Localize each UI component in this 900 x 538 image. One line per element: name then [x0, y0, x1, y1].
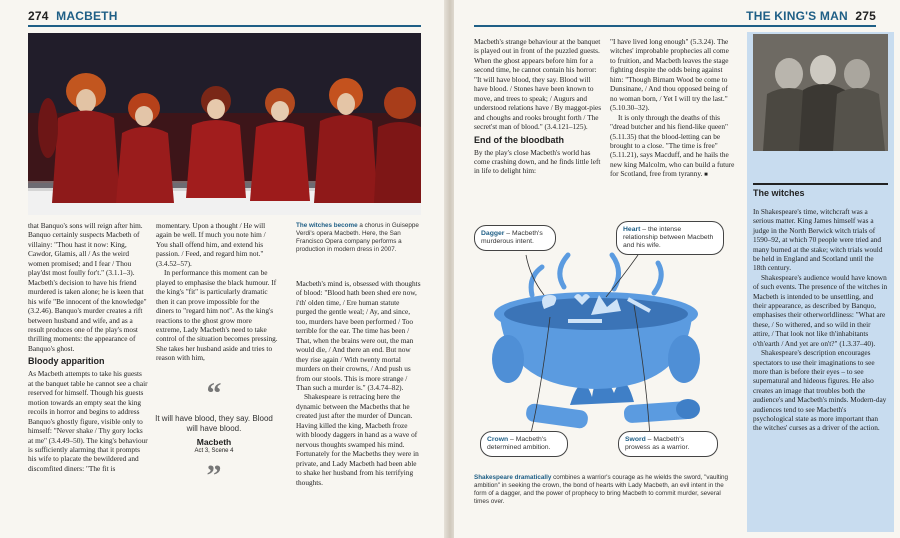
left-column-3: [296, 279, 421, 487]
right-column-a: [474, 37, 602, 176]
label-dagger: [474, 225, 556, 251]
label-crown-text: – Macbeth's determined ambition.: [487, 436, 551, 452]
left-running-title: MACBETH: [56, 9, 118, 23]
photo-caption: [296, 222, 421, 254]
label-dagger-text: – Macbeth's murderous intent.: [481, 230, 543, 246]
sidebar-title: The witches: [753, 183, 888, 198]
witches-sidebar-photo: [753, 34, 888, 151]
left-column-2: [156, 221, 278, 363]
col3-paragraph-2: Shakespeare is retracing here the dynamic between the Macbeths that he created just after the murder of Duncan. Having killed the king, Macbeth froze with bloody daggers in hand as a wave of nervous thoughts swamped his mind. Fortunately for the Macbeths they were in private, and Lady Macbeth had been able to shake her husband from his terrifying thoughts.: [296, 392, 419, 487]
label-dagger-title: Dagger: [481, 230, 505, 237]
label-crown: [480, 431, 568, 457]
label-sword-text: – Macbeth's prowess as a warrior.: [625, 436, 690, 452]
label-sword-title: Sword: [625, 436, 646, 443]
label-heart-text: – the intense relationship between Macbeth and his wife.: [623, 226, 714, 250]
photo-caption-lead: The witches become: [296, 222, 358, 229]
sidebar-paragraph-1: In Shakespeare's time, witchcraft was a serious matter. King James himself was a judge in the North Berwick witch trials of 1590–92, at which 70 people were tried and many burned at the stake; witch trials would be held in England and Scotland until the 18th century.: [753, 207, 883, 273]
label-heart-title: Heart: [623, 226, 641, 233]
diagram-caption-body: combines a warrior's courage as he wields the sword, "vaulting ambition" in seeking the crown, the bond of hearts with Lady Macbeth, an evil intent in the form of a dagger, and the power of prophecy to bring Macbeth to commit murder, several times over.: [474, 474, 729, 506]
right-page-number: 275: [855, 9, 876, 23]
left-page: [0, 0, 446, 538]
sidebar-paragraph-2: Shakespeare's audience would have known of such events. The presence of the witches in Macbeth is intended to be unsettling, and their appearance, as described by Banquo, emphasises their otherworldliness: "What are these, / So withered, and so wild in their attire, / That look not like th'inhabitants o'th'earth / And yet are on't?" (1.3.37–40).: [753, 272, 888, 348]
colB-paragraph-2: [610, 113, 736, 181]
pull-quote-author: Macbeth: [196, 437, 232, 447]
right-column-b: [610, 37, 736, 181]
left-header-rule: [28, 25, 421, 27]
close-quote-mark: ”: [206, 459, 222, 492]
opera-witches-photo: [28, 33, 421, 215]
left-running-head: [28, 9, 118, 23]
col2-paragraph-2: In performance this moment can be played to emphasise the black humour. If the king's "fit" is particularly dramatic then it can prove impossible for the diners to "regard him not". As the king's reactions to the ghost grow more extreme, Lady Macbeth's need to take control of the situation becomes pressing. She takes her husband aside and tries to reason with him,: [156, 268, 278, 363]
pull-quote-text: It will have blood, they say. Blood will have blood.: [155, 414, 273, 433]
label-sword: [618, 431, 718, 457]
colB-paragraph-2-text: It is only through the deaths of this "dread butcher and his fiend-like queen" (5.11.35) that the blood-letting can be brought to a close. "The time is free" (5.11.21), says Macduff, and he hails the new king Malcolm, who can build a future for Scotland, free from tyranny.: [610, 112, 735, 179]
colB-paragraph-1: "I have lived long enough" (5.3.24). The witches' improbable prophecies all come to fruition, and Macbeth leaves the stage fighting despite the odds being against him: "Though Birnam Wood be come to Dunsinane, / And thou opposed being of no woman born, / Yet I will try the last." (5.10.30–32).: [610, 37, 729, 113]
left-column-1: [28, 221, 148, 473]
pull-quote-source: Act 3, Scene 4: [194, 448, 234, 454]
right-header-rule: [474, 25, 876, 27]
label-crown-title: Crown: [487, 436, 509, 443]
pull-quote: [153, 377, 275, 510]
diagram-caption: [474, 474, 734, 506]
cauldron-diagram: [474, 217, 726, 470]
subhead-end-of-bloodbath: End of the bloodbath: [474, 134, 564, 145]
col2-paragraph-1: momentary. Upon a thought / He will again be well. If much you note him / You shall offend him, and extend his passion. / Feed, and regard him not." (3.4.52–57).: [156, 221, 266, 268]
left-page-number: 274: [28, 9, 49, 23]
colA-paragraph-1: Macbeth's strange behaviour at the banquet is played out in front of the puzzled guests. When the ghost appears before him for a second time, he cannot contain his horror: "It will have blood, they say. Blood will have blood. / Stones have been known to move, and trees to speak; / Augurs and understood relations have / By maggot-pies and choughs and rooks brought forth / The secret'st man of blood." (3.4.121–125).: [474, 37, 602, 132]
sidebar-paragraph-3: Shakespeare's description encourages spectators to use their imaginations to see more than is before their eyes – to see supernatural and hideous figures. He also creates an image that troubles both the audience's and Macbeth's minds. Modern-day audiences tend to see Macbeth's psychological state as more important than the witches' curses as a driver of the action.: [753, 348, 887, 433]
open-quote-mark: “: [206, 377, 222, 410]
diagram-caption-lead: Shakespeare dramatically: [474, 474, 552, 481]
end-mark-icon: ■: [704, 172, 708, 179]
label-heart: [616, 221, 724, 255]
col1-paragraph-1: that Banquo's sons will reign after him. Banquo certainly suspects Macbeth of villainy: "Thou hast it now: King, Cawdor, Glamis, all / As the weird women promised; and I fear / Thou play'dst most foully for't." (3.1.1–3). Macbeth's decision to have his friend murdered is taken alone; he is keen that his wife "Be innocent of the knowledge" (3.2.46). Banquo's murder creates a rift between husband and wife, and as a result produces one of the play's most thrilling moments: the appearance of Banquo's ghost.: [28, 221, 147, 353]
subhead-bloody-apparition: Bloody apparition: [28, 356, 105, 367]
col3-paragraph-1: Macbeth's mind is, obsessed with thoughts of blood: "Blood hath been shed ere now, i'th' olden time, / Ere human statute purged the gentle weal; / Ay, and since, too, murders have been performed / Too terrible for the ear. The time has been / That, when the brains were out, the man would die, / And there an end. But now they rise again / With twenty mortal murders on their crowns, / And push us from our stools. This is more strange / Than such a murder is." (3.4.74–82).: [296, 279, 421, 392]
colA-paragraph-2: By the play's close Macbeth's world has come crashing down, and he finds little left in life to delight him:: [474, 147, 601, 176]
sidebar-body: [753, 207, 888, 433]
right-running-title: THE KING'S MAN: [746, 9, 848, 23]
col1-paragraph-2: As Macbeth attempts to take his guests at the banquet table he cannot see a chair reserved for himself. Though his guests motion towards an empty seat the king recoils in horror and begins to address Banquo's ghostly figure, visible only to himself: "Never shake / Thy gory locks at me" (3.4.49–50). The king's behaviour is sufficiently alarming that it prompts his wife to placate the bewildered and discomfited diners: "The fit is: [28, 369, 148, 473]
photo-caption-body: a chorus in Guiseppe Verdi's opera Macbeth. Here, the San Francisco Opera company performs a production in modern dress in 2007.: [296, 222, 419, 254]
opera-stage-illustration: [28, 33, 421, 215]
witches-engraving-illustration: [753, 34, 888, 151]
witches-sidebar: [747, 32, 894, 532]
right-running-head: [746, 9, 876, 23]
